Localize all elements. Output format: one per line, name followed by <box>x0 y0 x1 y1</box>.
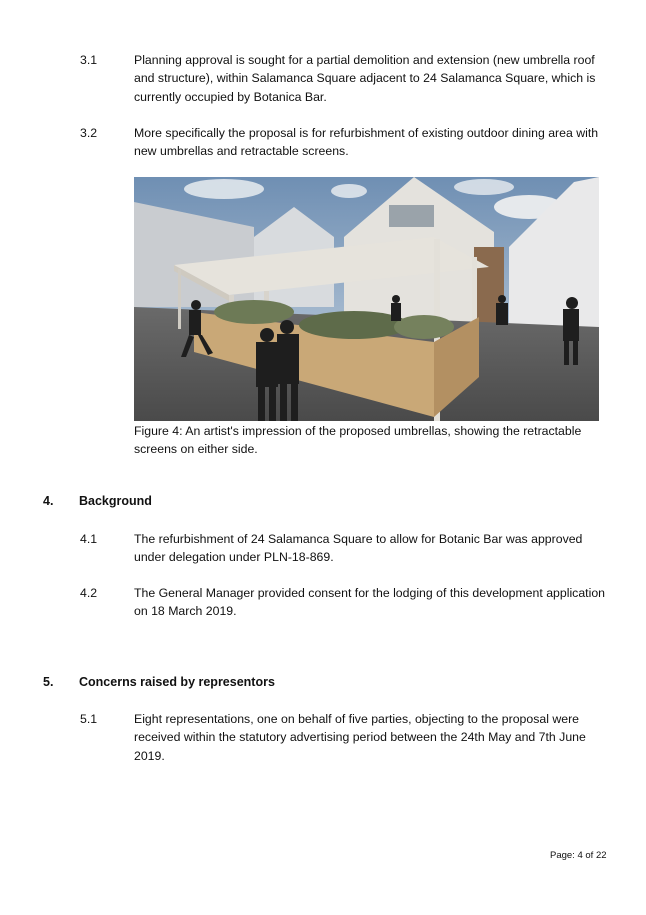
paragraph-number: 4.1 <box>80 532 98 546</box>
paragraph-text: More specifically the proposal is for refurbishment of existing outdoor dining area with new umbrellas and retractable screens. <box>134 126 599 159</box>
figure-caption: Figure 4: An artist's impression of the proposed umbrellas, showing the retractable screens on either side. <box>134 424 582 457</box>
section-heading-4 <box>43 494 152 508</box>
paragraph-number: 5.1 <box>80 712 98 726</box>
paragraph-text: Eight representations, one on behalf of five parties, objecting to the proposal were received within the statutory advertising period between the 24th May and 7th June 2019. <box>134 712 586 763</box>
paragraph-5-1 <box>80 710 605 765</box>
heading-number: 5. <box>43 675 54 689</box>
paragraph-4-2 <box>80 584 605 621</box>
paragraph-3-2 <box>80 124 605 161</box>
page-number: Page: 4 of 22 <box>550 850 607 861</box>
heading-text: Concerns raised by representors <box>79 675 275 689</box>
paragraph-number: 3.1 <box>80 53 98 67</box>
paragraph-number: 3.2 <box>80 126 98 140</box>
paragraph-4-1 <box>80 530 605 567</box>
paragraph-text: The General Manager provided consent for the lodging of this development application on 18 March 2019. <box>134 586 605 619</box>
heading-number: 4. <box>43 494 54 508</box>
paragraph-text: The refurbishment of 24 Salamanca Square to allow for Botanic Bar was approved under delegation under PLN-18-869. <box>134 532 583 565</box>
artist-impression-image <box>134 177 599 421</box>
paragraph-number: 4.2 <box>80 586 98 600</box>
section-heading-5 <box>43 675 275 689</box>
paragraph-3-1 <box>80 51 605 106</box>
heading-text: Background <box>79 494 152 508</box>
paragraph-text: Planning approval is sought for a partial demolition and extension (new umbrella roof and structure), within Salamanca Square adjacent to 24 Salamanca Square, which is currently occupied by Botanica Bar. <box>134 53 596 104</box>
